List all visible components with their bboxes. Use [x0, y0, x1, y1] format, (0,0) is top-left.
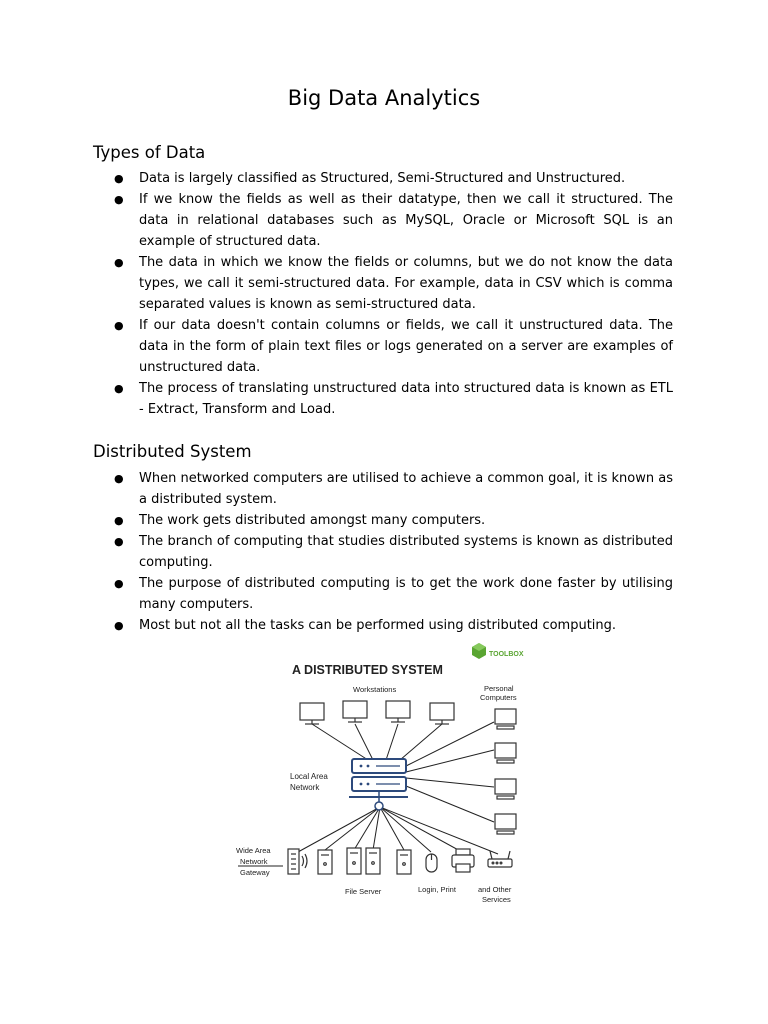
lan-label-2: Network — [290, 783, 320, 792]
mouse-icon — [426, 854, 437, 872]
workstations-label: Workstations — [353, 685, 397, 694]
list-item-text: The work gets distributed amongst many computers. — [139, 513, 486, 528]
personal-computer-icon — [495, 743, 516, 763]
personal-computer-icon — [495, 709, 516, 729]
workstation-icon — [386, 701, 410, 722]
server-icon — [318, 850, 332, 874]
list-item-text: When networked computers are utilised to achieve a common goal, it is known as a distributed system. — [139, 471, 673, 507]
diagram-svg — [228, 642, 540, 917]
list-item-text: If our data doesn't contain columns or fields, we call it unstructured data. The data in the form of plain text files or logs generated on a server are examples of unstructured data. — [139, 318, 673, 375]
personal-label-2: Computers — [480, 693, 517, 702]
bullet-icon: ● — [114, 382, 124, 395]
workstation-icon — [343, 701, 367, 722]
list-item — [93, 315, 673, 378]
personal-label-1: Personal — [484, 684, 514, 693]
bullet-icon: ● — [114, 577, 124, 590]
list-item — [93, 573, 673, 615]
section-heading-distributed-system: Distributed System — [93, 442, 252, 461]
toolbox-logo-icon — [472, 643, 486, 659]
bullet-icon: ● — [114, 619, 124, 632]
lan-label-1: Local Area — [290, 772, 328, 781]
list-item — [93, 168, 673, 189]
bullet-icon: ● — [114, 193, 124, 206]
list-item — [93, 531, 673, 573]
diagram-title: A DISTRIBUTED SYSTEM — [292, 663, 443, 677]
other-services-label-2: Services — [482, 895, 511, 904]
bullet-icon: ● — [114, 535, 124, 548]
list-item — [93, 510, 673, 531]
printer-icon — [452, 849, 474, 872]
other-services-label-1: and Other — [478, 885, 512, 894]
personal-computer-icon — [495, 779, 516, 799]
wan-label-3: Gateway — [240, 868, 270, 877]
distributed-system-diagram — [228, 642, 540, 917]
bullet-icon: ● — [114, 172, 124, 185]
list-item — [93, 378, 673, 420]
bullet-icon: ● — [114, 472, 124, 485]
section-heading-types-of-data: Types of Data — [93, 143, 206, 162]
workstation-icon — [430, 703, 454, 724]
types-of-data-list — [93, 168, 673, 420]
router-icon — [488, 851, 512, 867]
list-item-text: The purpose of distributed computing is to get the work done faster by utilising many computers. — [139, 576, 673, 612]
page-title: Big Data Analytics — [287, 86, 481, 110]
list-item — [93, 468, 673, 510]
wan-label-1: Wide Area — [236, 846, 271, 855]
bullet-icon: ● — [114, 319, 124, 332]
workstation-icon — [300, 703, 324, 724]
list-item-text: The data in which we know the fields or columns, but we do not know the data types, we call it semi-structured data. For example, data in CSV which is comma separated values is known as semi-structured data. — [139, 255, 673, 312]
list-item — [93, 252, 673, 315]
bullet-icon: ● — [114, 514, 124, 527]
list-item-text: Most but not all the tasks can be performed using distributed computing. — [139, 618, 617, 633]
lan-switch-icon — [349, 759, 408, 810]
list-item — [93, 189, 673, 252]
gateway-icon — [288, 849, 307, 874]
file-server-label: File Server — [345, 887, 382, 896]
list-item — [93, 615, 673, 636]
server-icon — [397, 850, 411, 874]
list-item-text: If we know the fields as well as their datatype, then we call it structured. The data in relational databases such as MySQL, Oracle or Microsoft SQL is an example of structured data. — [139, 192, 673, 249]
server-icon — [347, 848, 361, 874]
bullet-icon: ● — [114, 256, 124, 269]
list-item-text: The branch of computing that studies distributed systems is known as distributed computing. — [139, 534, 673, 570]
wan-label-2: Network — [240, 857, 268, 866]
list-item-text: Data is largely classified as Structured, Semi-Structured and Unstructured. — [139, 171, 626, 186]
distributed-system-list — [93, 468, 673, 636]
personal-computer-icon — [495, 814, 516, 834]
login-print-label: Login, Print — [418, 885, 456, 894]
brand-label: TOOLBOX — [489, 651, 524, 658]
server-icon — [366, 848, 380, 874]
list-item-text: The process of translating unstructured data into structured data is known as ETL - Extract, Transform and Load. — [139, 381, 673, 417]
